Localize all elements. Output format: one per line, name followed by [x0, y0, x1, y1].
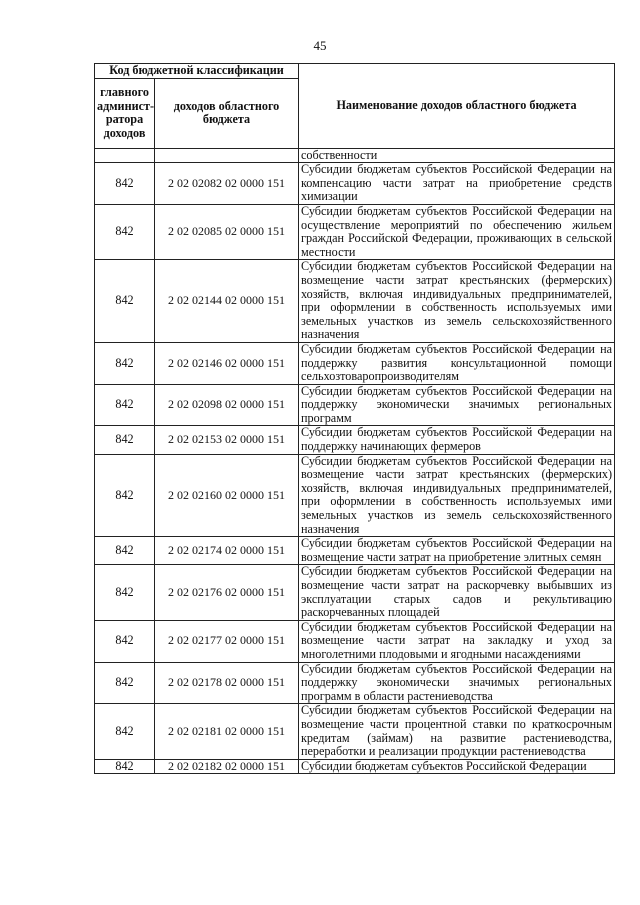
header-regional-income: доходов областного бюджета: [155, 78, 299, 148]
admin-code-cell: 842: [95, 426, 155, 454]
admin-code-cell: 842: [95, 662, 155, 704]
income-name-cell: Субсидии бюджетам субъектов Российской Федерации на поддержку начинающих фермеров: [299, 426, 615, 454]
income-code-cell: 2 02 02146 02 0000 151: [155, 342, 299, 384]
admin-code-cell: 842: [95, 620, 155, 662]
income-name-cell: Субсидии бюджетам субъектов Российской Федерации на поддержку экономически значимых региональных программ в области растениеводства: [299, 662, 615, 704]
table-row: [95, 662, 615, 704]
admin-code-cell: 842: [95, 342, 155, 384]
income-name-cell: Субсидии бюджетам субъектов Российской Федерации на возмещение части процентной ставки по краткосрочным кредитам (займам) на развитие растениеводства, переработки и реализации продукции растениеводства: [299, 704, 615, 759]
admin-code-cell: 842: [95, 260, 155, 343]
income-code-cell: 2 02 02174 02 0000 151: [155, 537, 299, 565]
admin-code-cell: 842: [95, 759, 155, 774]
income-name-cell: Субсидии бюджетам субъектов Российской Федерации на поддержку экономически значимых региональных программ: [299, 384, 615, 426]
table-row: [95, 565, 615, 620]
income-code-cell: 2 02 02176 02 0000 151: [155, 565, 299, 620]
admin-code-cell: 842: [95, 163, 155, 205]
income-code-cell: 2 02 02085 02 0000 151: [155, 204, 299, 259]
table-row: [95, 163, 615, 205]
income-name-cell: Субсидии бюджетам субъектов Российской Федерации: [299, 759, 615, 774]
income-code-cell: 2 02 02178 02 0000 151: [155, 662, 299, 704]
income-code-cell: 2 02 02144 02 0000 151: [155, 260, 299, 343]
income-name-cell: Субсидии бюджетам субъектов Российской Федерации на возмещение части затрат крестьянских (фермерских) хозяйств, включая индивидуальных предпринимателей, при оформлении в собственность используемых ими земельных участков из земель сельскохозяйственного назначения: [299, 260, 615, 343]
income-name-cell: Субсидии бюджетам субъектов Российской Федерации на возмещение части затрат на приобретение элитных семян: [299, 537, 615, 565]
income-name-cell: Субсидии бюджетам субъектов Российской Федерации на компенсацию части затрат на приобретение средств химизации: [299, 163, 615, 205]
admin-code-cell: 842: [95, 565, 155, 620]
header-budget-code-group: Код бюджетной классификации: [95, 64, 299, 79]
table-row: [95, 537, 615, 565]
income-name-cell: Субсидии бюджетам субъектов Российской Федерации на поддержку развития консультационной помощи сельхозтоваропроизводителям: [299, 342, 615, 384]
budget-classification-table: [94, 63, 615, 774]
admin-code-cell: 842: [95, 537, 155, 565]
income-name-cell: Субсидии бюджетам субъектов Российской Федерации на возмещение части затрат крестьянских (фермерских) хозяйств, включая индивидуальных предпринимателей, при оформлении в собственность используемых ими земельных участков из земель сельскохозяйственного назначения: [299, 454, 615, 537]
table-row: [95, 204, 615, 259]
page-number: 45: [313, 38, 327, 53]
table-row: [95, 426, 615, 454]
admin-code-cell: 842: [95, 704, 155, 759]
admin-code-cell: 842: [95, 384, 155, 426]
income-code-cell: 2 02 02182 02 0000 151: [155, 759, 299, 774]
table-body: [95, 148, 615, 774]
table-row: [95, 759, 615, 774]
table-row: [95, 704, 615, 759]
admin-code-cell: 842: [95, 454, 155, 537]
table-row: [95, 260, 615, 343]
income-code-cell: 2 02 02082 02 0000 151: [155, 163, 299, 205]
table-row: [95, 454, 615, 537]
income-code-cell: 2 02 02181 02 0000 151: [155, 704, 299, 759]
table-row: [95, 384, 615, 426]
income-code-cell: 2 02 02177 02 0000 151: [155, 620, 299, 662]
table-row: [95, 620, 615, 662]
continuation-row: [95, 148, 615, 163]
continuation-name-cell: собственности: [299, 148, 615, 163]
table-header-group-row: [95, 64, 615, 79]
income-code-cell: 2 02 02153 02 0000 151: [155, 426, 299, 454]
table-row: [95, 342, 615, 384]
continuation-code-cell: [155, 148, 299, 163]
income-name-cell: Субсидии бюджетам субъектов Российской Федерации на возмещение части затрат на закладку и уход за многолетними плодовыми и ягодными насаждениями: [299, 620, 615, 662]
admin-code-cell: 842: [95, 204, 155, 259]
header-chief-administrator: главного админист-ратора доходов: [95, 78, 155, 148]
header-income-name: Наименование доходов областного бюджета: [299, 64, 615, 149]
income-name-cell: Субсидии бюджетам субъектов Российской Федерации на возмещение части затрат на раскорчевку выбывших из эксплуатации старых садов и рекультивацию раскорчеванных площадей: [299, 565, 615, 620]
income-name-cell: Субсидии бюджетам субъектов Российской Федерации на осуществление мероприятий по обеспечению жильем граждан Российской Федерации, проживающих в сельской местности: [299, 204, 615, 259]
income-code-cell: 2 02 02160 02 0000 151: [155, 454, 299, 537]
continuation-admin-cell: [95, 148, 155, 163]
income-code-cell: 2 02 02098 02 0000 151: [155, 384, 299, 426]
